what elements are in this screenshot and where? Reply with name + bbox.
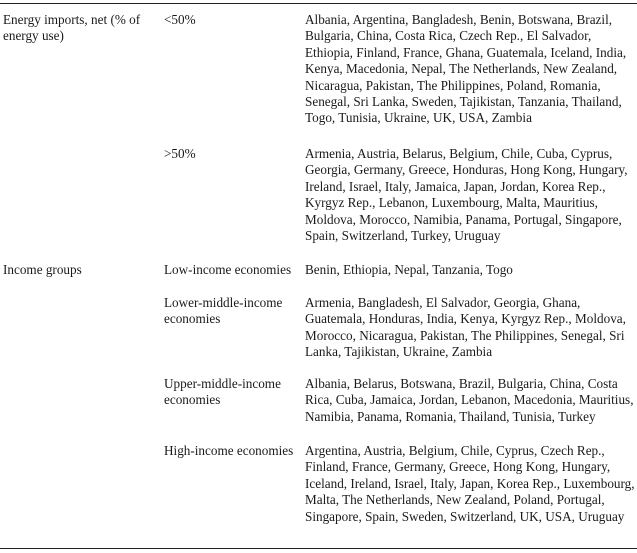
group-lower-middle-income: Lower-middle-income economies bbox=[164, 295, 283, 327]
countries-above-50: Armenia, Austria, Belarus, Belgium, Chile, Cuba, Cyprus, Georgia, Germany, Greece, Honduras, Hong Kong, Hungary, Ireland, Israel, Italy, Jamaica, Japan, Jordan, Korea Rep., Kyrgyz Rep., Lebanon, Luxembourg, Malta, Mauritius, Moldova, Morocco, Namibia, Panama, Portugal, Singapore, Spain, Switzerland, Turkey, Uruguay bbox=[305, 146, 628, 244]
countries-lower-middle-income: Armenia, Bangladesh, El Salvador, Georgia, Ghana, Guatemala, Honduras, India, Kenya, Kyrgyz Rep., Moldova, Morocco, Nicaragua, Pakistan, The Philippines, Senegal, Sri Lanka, Tajikistan, Ukraine, Zambia bbox=[305, 295, 626, 360]
countries-low-income: Benin, Ethiopia, Nepal, Tanzania, Togo bbox=[305, 262, 513, 277]
table-bottom-rule bbox=[0, 548, 637, 549]
group-upper-middle-income: Upper-middle-income economies bbox=[164, 376, 281, 408]
category-energy-imports: Energy imports, net (% of energy use) bbox=[3, 12, 141, 44]
countries-upper-middle-income: Albania, Belarus, Botswana, Brazil, Bulgaria, China, Costa Rica, Cuba, Jamaica, Jordan, Lebanon, Macedonia, Mauritius, Namibia, Panama, Romania, Thailand, Tunisia, Turkey bbox=[305, 376, 634, 424]
countries-high-income: Argentina, Austria, Belgium, Chile, Cyprus, Czech Rep., Finland, France, Germany, Greece, Hong Kong, Hungary, Iceland, Ireland, Israel, Italy, Japan, Korea Rep., Luxembourg, Malta, The Netherlands, New Zealand, Poland, Portugal, Singapore, Spain, Sweden, Switzerland, UK, USA, Uruguay bbox=[305, 443, 635, 524]
group-low-income: Low-income economies bbox=[164, 262, 292, 277]
group-above-50: >50% bbox=[164, 146, 196, 161]
group-high-income: High-income economies bbox=[164, 443, 294, 458]
countries-below-50: Albania, Argentina, Bangladesh, Benin, Botswana, Brazil, Bulgaria, China, Costa Rica, Czech Rep., El Salvador, Ethiopia, Finland, France, Ghana, Guatemala, Iceland, India, Kenya, Macedonia, Nepal, The Netherlands, New Zealand, Nicaragua, Pakistan, The Philippines, Poland, Romania, Senegal, Sri Lanka, Sweden, Tajikistan, Tanzania, Thailand, Togo, Tunisia, Ukraine, UK, USA, Zambia bbox=[305, 12, 627, 126]
group-below-50: <50% bbox=[164, 12, 196, 27]
category-income-groups: Income groups bbox=[3, 262, 82, 277]
table-top-rule bbox=[0, 3, 637, 4]
